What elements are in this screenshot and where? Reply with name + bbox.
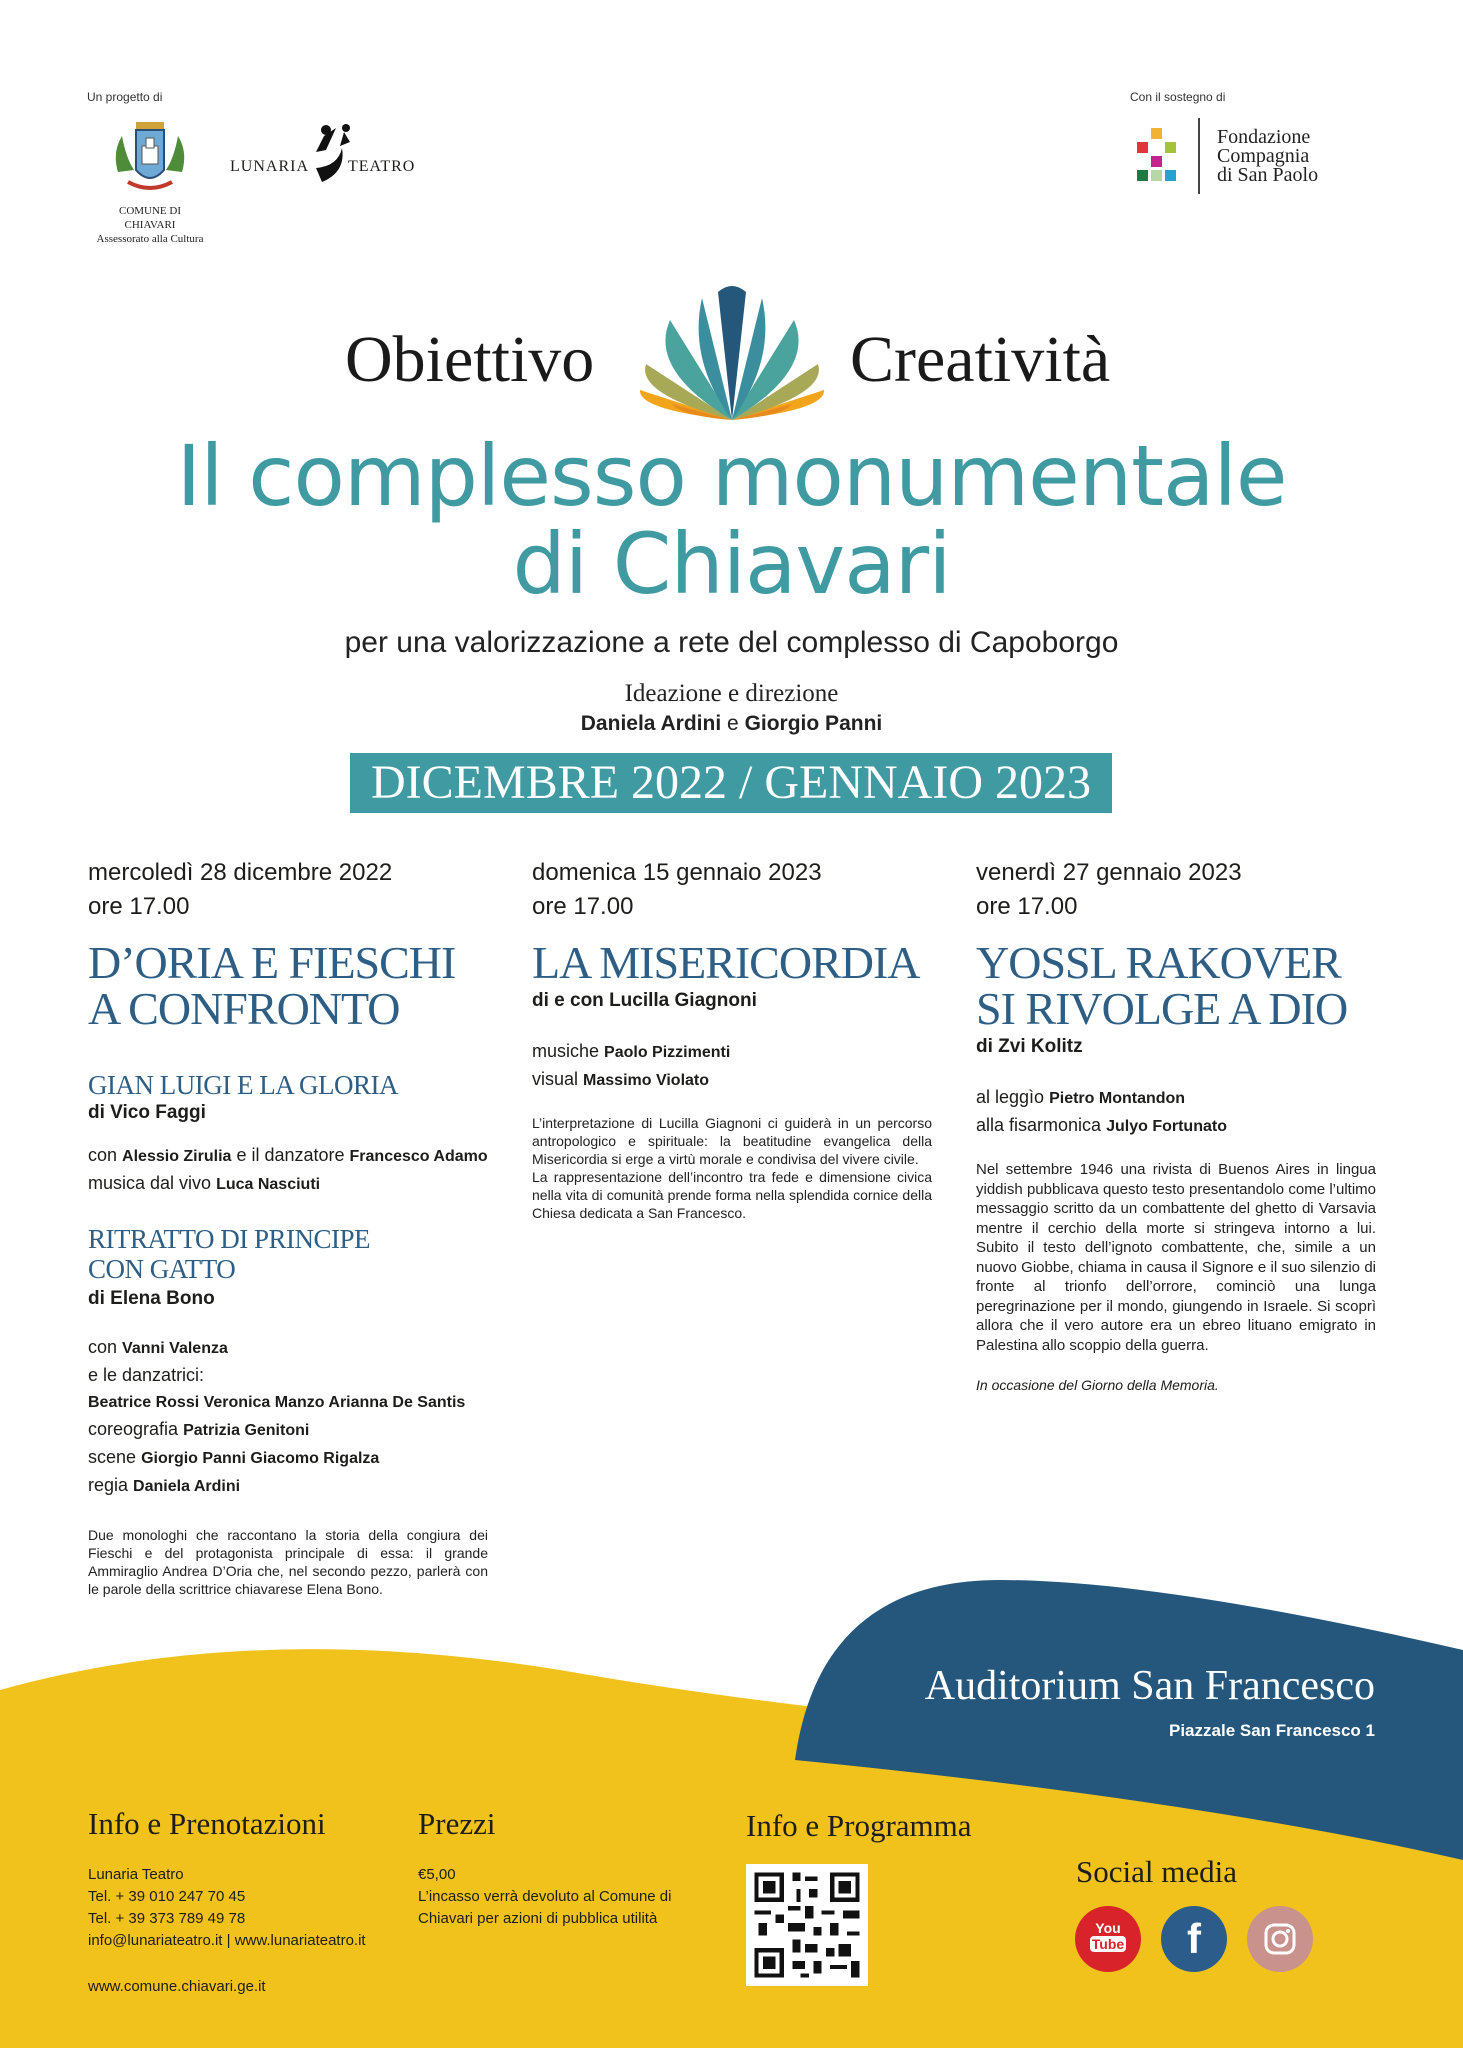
qr-code-icon[interactable] <box>746 1864 868 1986</box>
comune-website-link[interactable]: www.comune.chiavari.ge.it <box>88 1978 266 1995</box>
youtube-label: You <box>1095 1920 1121 1936</box>
ideazione-label: Ideazione e direzione <box>624 680 839 707</box>
credit-line <box>88 1334 488 1362</box>
chiavari-caption-line: CHIAVARI <box>124 219 176 231</box>
credit-line <box>976 1084 1376 1112</box>
credit-line <box>532 1038 932 1066</box>
info-line[interactable]: Tel. + 39 010 247 70 45 <box>88 1888 246 1905</box>
chiavari-caption <box>80 204 220 246</box>
chiavari-caption-line: COMUNE DI <box>118 205 182 217</box>
main-title-line-2: di Chiavari <box>512 515 951 613</box>
event-time: ore 17.00 <box>532 893 634 920</box>
venue-name: Auditorium San Francesco <box>924 1663 1375 1709</box>
part-title: GIAN LUIGI E LA GLORIA <box>88 1070 398 1100</box>
lunaria-logo-text: LUNARIA <box>230 158 309 175</box>
event-description: L’interpretazione di Lucilla Giagnoni ci guiderà in un percorso antropologico e spirituale: la beatitudine evangelica della Misericordia si erge a virtù morale e condivisa del vivere civile. <box>532 1115 932 1167</box>
part-title-line: CON GATTO <box>88 1254 236 1284</box>
credit-role: coreografia <box>88 1419 179 1439</box>
part-byline: di Vico Faggi <box>88 1102 206 1123</box>
fcsp-mosaic-icon <box>1137 128 1183 186</box>
credit-line <box>88 1142 488 1170</box>
chiavari-coat-of-arms-icon <box>108 112 192 204</box>
credit-role: alla fisarmonica <box>976 1115 1102 1135</box>
directors-line <box>0 712 1463 736</box>
credit-line <box>88 1170 488 1198</box>
credit-name: Pietro Montandon <box>1049 1090 1186 1107</box>
credit-name: Paolo Pizzimenti <box>604 1044 731 1061</box>
credit-line <box>532 1066 932 1094</box>
fcsp-name <box>1217 128 1318 185</box>
credit-name: Massimo Violato <box>583 1072 710 1089</box>
credit-role: visual <box>532 1069 579 1089</box>
event-description: Due monologhi che raccontano la storia della congiura dei Fieschi e del protagonista principale di essa: il grande Ammiraglio Andrea D’Oria che, nel secondo pezzo, parlerà con le parole della scrittrice chiavarese Elena Bono. <box>88 1527 488 1597</box>
credit-name: Francesco Adamo <box>349 1148 488 1165</box>
credit-role: musica dal vivo <box>88 1173 212 1193</box>
price-note: Chiavari per azioni di pubblica utilità <box>418 1910 658 1927</box>
credit-role: con <box>88 1145 118 1165</box>
price-value: €5,00 <box>418 1866 456 1883</box>
credit-role: con <box>88 1337 118 1357</box>
info-contacts <box>88 1864 366 1952</box>
director-name: Giorgio Panni <box>744 712 883 735</box>
date-range-banner: DICEMBRE 2022 / GENNAIO 2023 <box>350 753 1112 813</box>
event-column-3 <box>976 856 1376 1393</box>
price-note: L’incasso verrà devoluto al Comune di <box>418 1888 672 1905</box>
prices-text <box>418 1864 671 1930</box>
director-name: Daniela Ardini <box>580 712 722 735</box>
part-title <box>88 1224 488 1284</box>
youtube-icon[interactable] <box>1075 1906 1141 1972</box>
programma-title: Info e Programma <box>746 1808 972 1843</box>
credit-name: Giorgio Panni Giacomo Rigalza <box>141 1450 380 1467</box>
credit-name: Patrizia Genitoni <box>183 1422 310 1439</box>
footer-wave-shapes <box>0 1560 1463 2048</box>
main-title-line-1: Il complesso monumentale <box>176 427 1287 525</box>
venue-address: Piazzale San Francesco 1 <box>1169 1721 1375 1740</box>
part-title-line: RITRATTO DI PRINCIPE <box>88 1224 371 1254</box>
logo-divider <box>1198 118 1200 194</box>
credit-name: Alessio Zirulia <box>122 1148 232 1165</box>
credit-name: Daniela Ardini <box>133 1478 241 1495</box>
info-line[interactable]: info@lunariateatro.it | www.lunariateatro.it <box>88 1932 366 1949</box>
credit-role: scene <box>88 1447 137 1467</box>
event-title: LA MISERICORDIA <box>532 937 920 988</box>
project-by-label: Un progetto di <box>87 90 163 104</box>
info-line[interactable]: Tel. + 39 373 789 49 78 <box>88 1910 246 1927</box>
credit-name: Vanni Valenza <box>122 1340 228 1357</box>
credit-role: regia <box>88 1475 129 1495</box>
event-title <box>976 937 1376 1034</box>
credit-line <box>88 1388 488 1416</box>
event-time: ore 17.00 <box>976 893 1078 920</box>
social-title: Social media <box>1076 1854 1237 1889</box>
credit-role: e il danzatore <box>236 1145 345 1165</box>
chiavari-caption-line: Assessorato alla Cultura <box>96 233 204 245</box>
credit-name: Beatrice Rossi Veronica Manzo Arianna De Santis <box>88 1394 466 1411</box>
event-title-line: SI RIVOLGE A DIO <box>976 983 1348 1034</box>
director-and: e <box>727 712 739 735</box>
facebook-icon[interactable] <box>1161 1906 1227 1972</box>
creativita-word: Creatività <box>850 323 1111 396</box>
prices-title: Prezzi <box>418 1806 496 1841</box>
credit-line <box>88 1472 488 1500</box>
event-title-line: YOSSL RAKOVER <box>976 937 1341 988</box>
credit-line <box>88 1444 488 1472</box>
credit-line <box>976 1112 1376 1140</box>
event-description: La rappresentazione dell’incontro tra fede e dimensione civica nella vita di comunità prende forma nella splendida cornice della Chiesa dedicata a San Francesco. <box>532 1169 932 1221</box>
event-description: Nel settembre 1946 una rivista di Buenos Aires in lingua yiddish pubblicava questo testo presentandolo come l’ultimo messaggio scritto da un combattente del ghetto di Varsavia mentre il cerchio della morte si stringeva intorno a lui. Subito il testo dell’ignoto combattente, che, simile a un nuovo Giobbe, chiama in causa il Signore e il suo silenzio di fronte al trionfo dell’orrore, cominciò una lunga peregrinazione per il mondo, giungendo in Israele. Si scoprì allora che il vero autore era un ebreo lituano emigrato in Palestina allo scoppio della guerra. <box>976 1161 1376 1354</box>
shell-fan-logo-icon <box>640 284 824 424</box>
fcsp-name-line: di San Paolo <box>1217 164 1319 186</box>
event-title <box>88 937 488 1034</box>
info-line: Lunaria Teatro <box>88 1866 184 1883</box>
event-title-line: D’ORIA E FIESCHI <box>88 937 456 988</box>
youtube-label: Tube <box>1091 1936 1125 1952</box>
teatro-logo-text: TEATRO <box>348 158 416 175</box>
event-byline: di e con Lucilla Giagnoni <box>532 990 757 1011</box>
part-byline: di Elena Bono <box>88 1288 215 1309</box>
dancer-moon-icon <box>302 122 358 188</box>
info-title: Info e Prenotazioni <box>88 1806 326 1841</box>
facebook-label: f <box>1187 1915 1201 1962</box>
credit-line: e le danzatrici: <box>88 1365 205 1385</box>
credit-line <box>88 1416 488 1444</box>
lunaria-teatro-logo <box>230 122 430 192</box>
supported-by-label: Con il sostegno di <box>1130 90 1226 104</box>
credit-role: musiche <box>532 1041 600 1061</box>
event-title-line: A CONFRONTO <box>88 983 400 1034</box>
fcsp-name-line: Compagnia <box>1217 145 1310 167</box>
subtitle: per una valorizzazione a rete del complesso di Capoborgo <box>344 626 1119 659</box>
event-date: domenica 15 gennaio 2023 <box>532 859 822 886</box>
event-time: ore 17.00 <box>88 893 190 920</box>
event-date: mercoledì 28 dicembre 2022 <box>88 859 393 886</box>
event-column-2 <box>532 856 932 1222</box>
credit-name: Julyo Fortunato <box>1106 1118 1227 1135</box>
event-byline: di Zvi Kolitz <box>976 1036 1083 1057</box>
credit-role: al leggìo <box>976 1087 1045 1107</box>
event-column-1 <box>88 856 488 1598</box>
event-note: In occasione del Giorno della Memoria. <box>976 1377 1219 1393</box>
instagram-icon[interactable] <box>1247 1906 1313 1972</box>
credit-name: Luca Nasciuti <box>216 1176 321 1193</box>
fcsp-name-line: Fondazione <box>1217 126 1311 148</box>
event-date: venerdì 27 gennaio 2023 <box>976 859 1242 886</box>
obiettivo-word: Obiettivo <box>345 323 595 396</box>
